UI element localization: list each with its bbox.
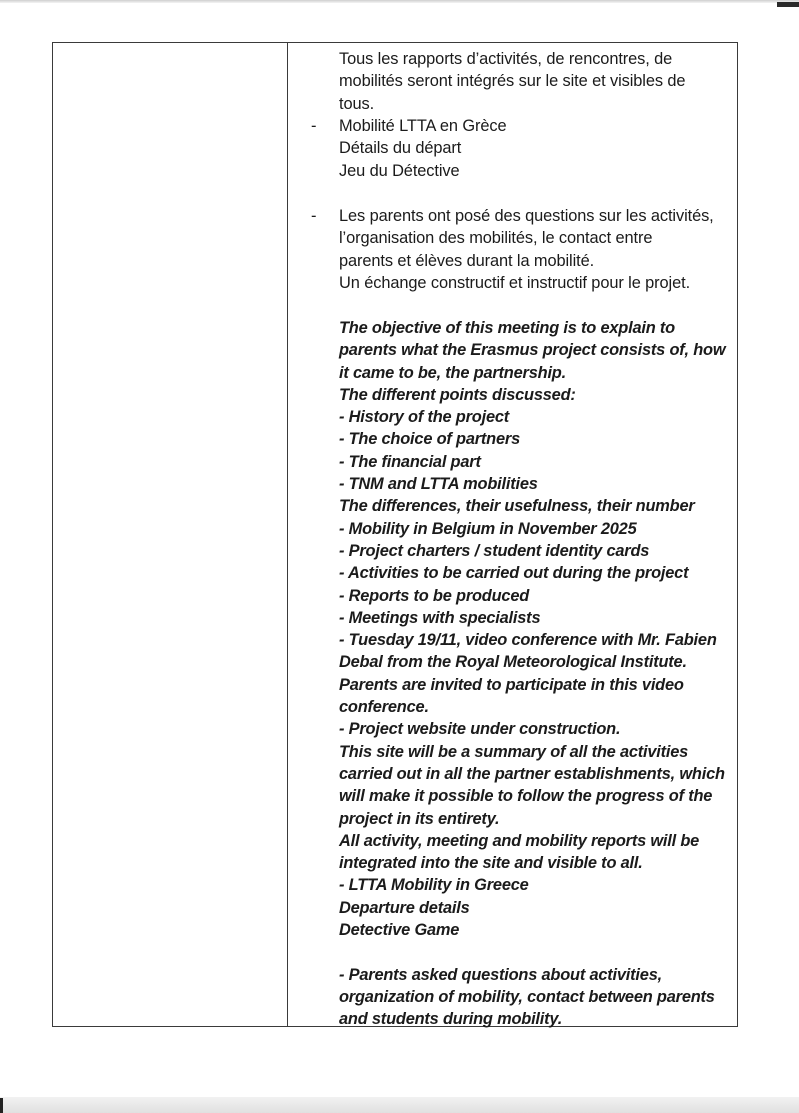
bullet-dash: - bbox=[311, 117, 317, 135]
meeting-report-table bbox=[52, 42, 738, 1027]
text-line: Jeu du Détective bbox=[339, 161, 460, 180]
text-line: integrated into the site and visible to all. bbox=[339, 854, 643, 873]
report-content-cell bbox=[288, 43, 737, 1029]
text-line: - The choice of partners bbox=[339, 430, 520, 449]
text-line: - LTTA Mobility in Greece bbox=[339, 876, 529, 895]
text-line: Un échange constructif et instructif pour le projet. bbox=[339, 273, 691, 292]
text-line: - History of the project bbox=[339, 408, 510, 427]
text-line: conference. bbox=[339, 698, 429, 717]
text-line: it came to be, the partnership. bbox=[339, 363, 566, 382]
text-line: tous. bbox=[339, 94, 375, 113]
text-line: Departure details bbox=[339, 898, 470, 917]
text-line: - Project charters / student identity cards bbox=[339, 541, 650, 560]
text-line: Parents are invited to participate in this video bbox=[339, 675, 684, 694]
fr-parents-bullet bbox=[339, 205, 734, 294]
text-line: - Activities to be carried out during the project bbox=[339, 564, 689, 583]
text-line: project in its entirety. bbox=[339, 809, 500, 828]
fr-mobility-bullet bbox=[339, 115, 734, 182]
scan-mark-bottom-left bbox=[0, 1098, 3, 1113]
text-line: will make it possible to follow the progress of the bbox=[339, 787, 713, 806]
text-line: parents what the Erasmus project consists of, how bbox=[339, 341, 726, 360]
text-line: - Project website under construction. bbox=[339, 720, 621, 739]
text-line: The objective of this meeting is to explain to bbox=[339, 319, 675, 337]
text-line: The differences, their usefulness, their number bbox=[339, 497, 695, 516]
text-line: - TNM and LTTA mobilities bbox=[339, 475, 538, 494]
text-line: - Mobility in Belgium in November 2025 bbox=[339, 519, 637, 538]
text-line: l’organisation des mobilités, le contact entre bbox=[339, 229, 653, 248]
text-line: - Tuesday 19/11, video conference with Mr. Fabien bbox=[339, 631, 717, 650]
text-line: - Reports to be produced bbox=[339, 586, 530, 605]
bullet-dash: - bbox=[311, 207, 317, 225]
text-line: The different points discussed: bbox=[339, 385, 576, 404]
fr-reports-paragraph bbox=[339, 48, 734, 115]
text-line: and students during mobility. bbox=[339, 1010, 563, 1029]
text-line: Debal from the Royal Meteorological Institute. bbox=[339, 653, 687, 672]
blank-line bbox=[339, 941, 734, 963]
text-line: - The financial part bbox=[339, 452, 481, 471]
en-translation bbox=[339, 317, 734, 1031]
text-line: Tous les rapports d’activités, de rencontres, de bbox=[339, 50, 673, 68]
scan-edge-top bbox=[0, 0, 799, 3]
text-line: carried out in all the partner establishments, which bbox=[339, 764, 725, 783]
text-line: Les parents ont posé des questions sur les activités, bbox=[339, 207, 714, 225]
scan-mark-top-right bbox=[777, 2, 799, 7]
scan-edge-bottom bbox=[0, 1097, 799, 1113]
text-line: All activity, meeting and mobility reports will be bbox=[339, 831, 700, 850]
text-line: Mobilité LTTA en Grèce bbox=[339, 117, 507, 135]
text-line: parents et élèves durant la mobilité. bbox=[339, 251, 595, 270]
text-line: - Meetings with specialists bbox=[339, 608, 541, 627]
text-line: mobilités seront intégrés sur le site et visibles de bbox=[339, 72, 686, 91]
text-line: Detective Game bbox=[339, 921, 460, 940]
text-line: Détails du départ bbox=[339, 139, 462, 158]
text-line: This site will be a summary of all the activities bbox=[339, 742, 689, 761]
text-line: - Parents asked questions about activities, bbox=[339, 965, 662, 984]
text-line: organization of mobility, contact between parents bbox=[339, 987, 715, 1006]
